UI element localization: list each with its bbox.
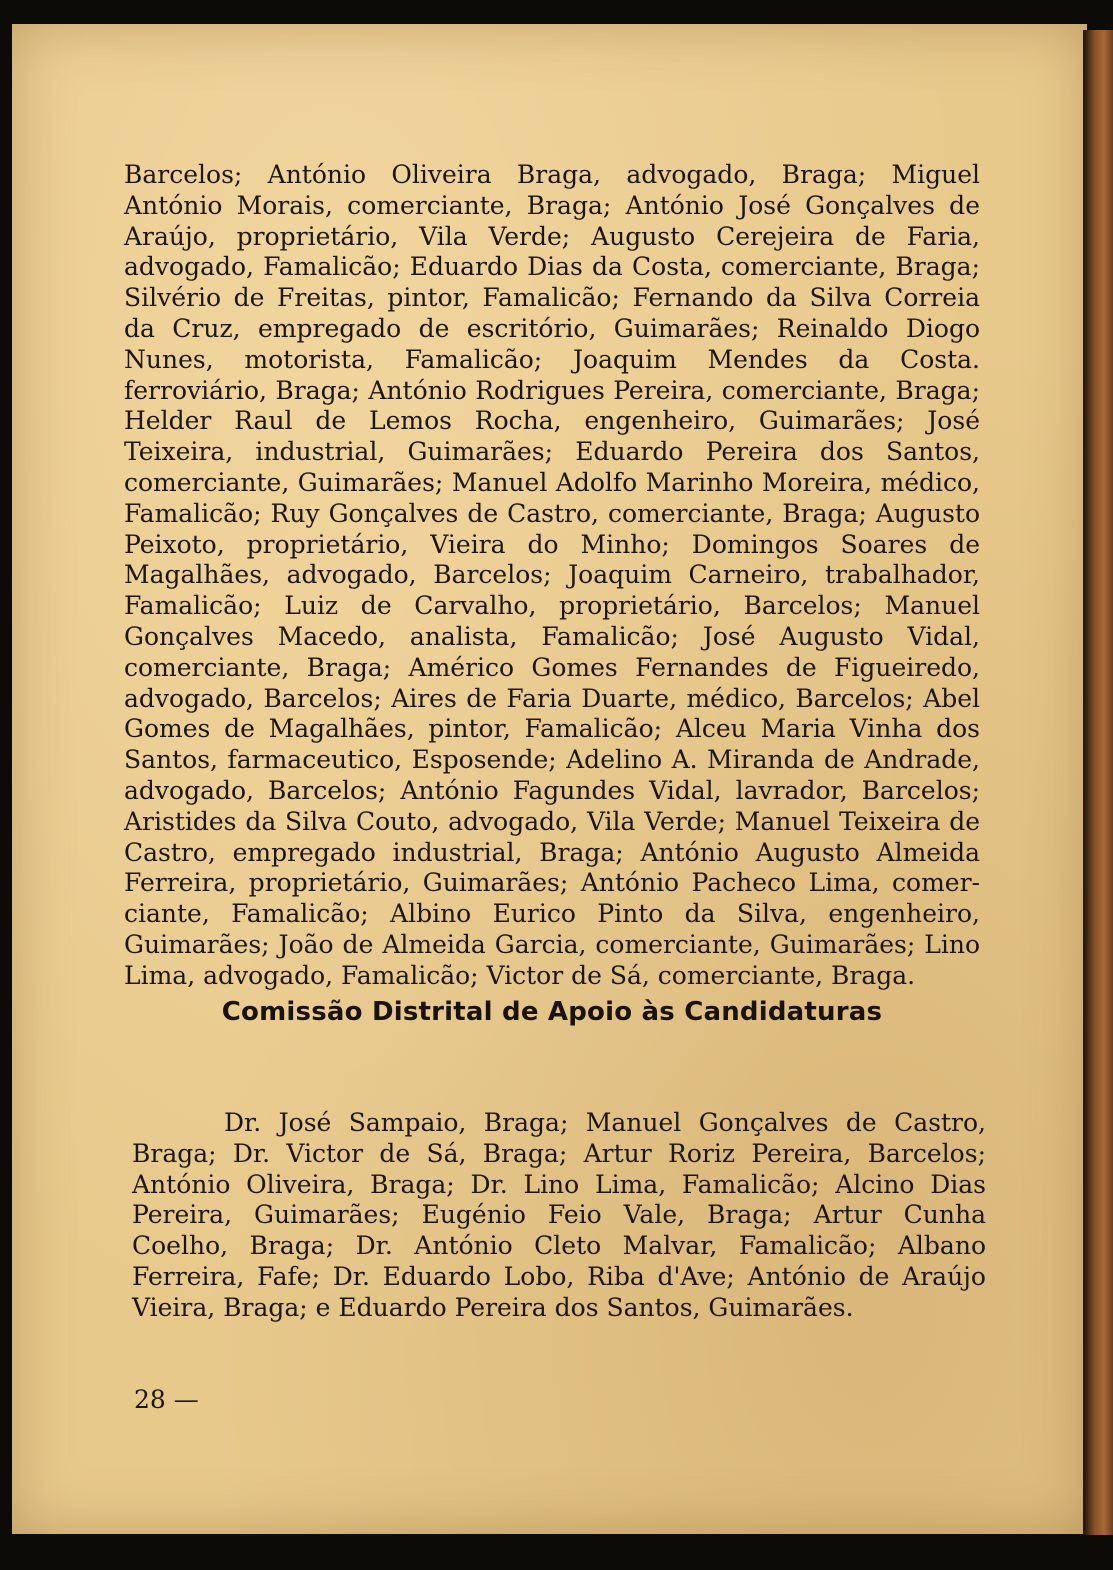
section-heading: Comissão Distrital de Apoio às Candidaturas: [221, 997, 883, 1027]
candidate-list-paragraph: Barcelos; António Oliveira Braga, advogado, Braga; Miguel António Morais, comerciante, Braga; António José Gonçalves de Araújo, proprietário, Vila Verde; Augusto Cerejeira de Faria, advogado, Famalicão; Eduardo Dias da Costa, comerciante, Braga; Silvério de Freitas, pintor, Famalicão; Fernando da Silva Correia da Cruz, empregado de escritório, Guimarães; Reinaldo Diogo Nunes, motorista, Famalicão; Joaquim Mendes da Costa. ferroviário, Braga; António Rodrigues Pereira, comerciante, Braga; Helder Raul de Lemos Rocha, engenheiro, Guimarães; José Teixeira, industrial, Guimarães; Eduardo Pereira dos Santos, comerciante, Guimarães; Manuel Adolfo Marinho Moreira, médico, Famalicão; Ruy Gonçalves de Castro, comerciante, Braga; Augusto Peixoto, proprietário, Vieira do Minho; Domingos Soares de Magalhães, advogado, Barcelos; Joaquim Carneiro, trabalhador, Famalicão; Luiz de Carvalho, proprietário, Barcelos; Manuel Gonçalves Macedo, analista, Famalicão; José Augusto Vidal, comerciante, Braga; Américo Gomes Fernandes de Figueiredo, advogado, Barcelos; Aires de Faria Duarte, médico, Barcelos; Abel Gomes de Magalhães, pintor, Famalicão; Alceu Maria Vinha dos Santos, farmaceutico, Esposende; Adelino A. Miranda de Andrade, advogado, Barcelos; António Fagundes Vidal, lavrador, Barcelos; Aristides da Silva Couto, advogado, Vila Verde; Manuel Teixeira de Castro, empregado industrial, Braga; António Augusto Almeida Ferreira, proprietário, Guimarães; António Pacheco Lima, comerciante, Famalicão; Albino Eurico Pinto da Silva, engenheiro, Guimarães; João de Almeida Garcia, comerciante, Guimarães; Lino Lima, advogado, Famalicão; Victor de Sá, comerciante, Braga.: [124, 160, 980, 990]
page-edge: [1083, 30, 1113, 1535]
page-number: 28 —: [134, 1385, 199, 1414]
committee-members-paragraph: Dr. José Sampaio, Braga; Manuel Gonçalves de Castro, Braga; Dr. Victor de Sá, Braga; Artur Roriz Pereira, Barcelos; António Oliveira, Braga; Dr. Lino Lima, Famalicão; Alcino Dias Pereira, Guimarães; Eugénio Feio Vale, Braga; Artur Cunha Coelho, Braga; Dr. António Cleto Malvar, Famalicão; Albano Ferreira, Fafe; Dr. Eduardo Lobo, Riba d'Ave; António de Araújo Vieira, Braga; e Eduardo Pereira dos Santos, Guimarães.: [132, 1108, 986, 1322]
